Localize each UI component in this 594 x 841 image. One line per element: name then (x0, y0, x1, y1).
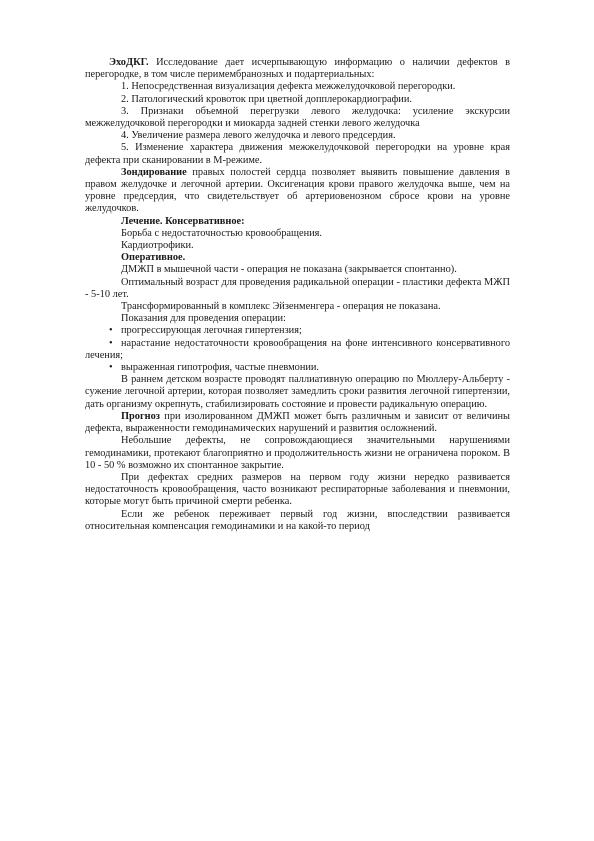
bullet-mark: • (109, 337, 113, 349)
echo-item-3: 3. Признаки объемной перегрузки левого желудочка: усиление экскурсии межжелудочковой перегородки и миокарда задней стенки левого желудочка (85, 105, 510, 130)
prognosis-text: при изолированном ДМЖП может быть различным и зависит от величины дефекта, выраженности гемодинамических нарушений и развития осложнений. (85, 410, 510, 435)
prognosis-small-defects: Небольшие дефекты, не сопровождающиеся значительными нарушениями гемодинамики, протекают благоприятно и продолжительность жизни не ограничена пороком. В 10 - 50 % возможно их спонтанное закрытие. (85, 435, 510, 471)
bullet-mark: • (109, 325, 113, 337)
indication-item-2: • нарастание недостаточности кровообращения на фоне интенсивного консервативного лечения; (85, 337, 510, 361)
conservative-item-2: Кардиотрофики. (121, 240, 194, 252)
probe-term: Зондирование (121, 166, 187, 178)
indication-item-3: • выраженная гипотрофия, частые пневмонии. (109, 362, 320, 374)
echo-item-2: 2. Патологический кровоток при цветной допплерокардиографии. (121, 93, 412, 105)
palliative-paragraph: В раннем детском возрасте проводят паллиативную операцию по Мюллеру-Альберту - сужение легочной артерии, которая позволяет замедлить сроки развития легочной гипертензии, дать организму окрепнуть, стабилизировать состояние и провести радикальную операцию. (85, 374, 510, 410)
prognosis-medium-defects: При дефектах средних размеров на первом году жизни нередко развивается недостаточность кровообращения, часто возникают респираторные заболевания и пневмонии, которые могут быть причиной смерти ребенка. (85, 471, 510, 508)
conservative-item-1: Борьба с недостаточностью кровообращения. (121, 227, 322, 239)
bullet-mark: • (109, 362, 113, 374)
operative-heading: Оперативное. (121, 252, 186, 264)
echo-item-1: 1. Непосредственная визуализация дефекта межжелудочковой перегородки. (121, 81, 456, 93)
echo-item-5: 5. Изменение характера движения межжелудочковой перегородки на уровне края дефекта при сканировании в М-режиме. (85, 142, 510, 166)
echo-paragraph (85, 57, 510, 81)
document-page (85, 57, 510, 533)
prognosis-term: Прогноз (121, 410, 160, 422)
treatment-heading: Лечение. Консервативное: (121, 215, 245, 227)
probe-text: правых полостей сердца позволяет выявить повышение давления в правом желудочке и легочной артерии. Оксигенация крови правого желудочка выше, чем на уровне предсердия, что свидетельствует об артериовенозном сбросе крови на уровне желудочков. (85, 166, 510, 215)
indications-heading: Показания для проведения операции: (121, 313, 286, 325)
operative-item-2: Оптимальный возраст для проведения радикальной операции - пластики дефекта МЖП - 5-10 лет. (85, 276, 510, 300)
echo-term: ЭхоДКГ. (109, 57, 149, 68)
indication-item-1: • прогрессирующая легочная гипертензия; (109, 325, 302, 337)
operative-item-1: ДМЖП в мышечной части - операция не показана (закрывается спонтанно). (121, 264, 457, 276)
operative-item-3: Трансформированный в комплекс Эйзенменгера - операция не показана. (121, 301, 441, 313)
echo-text: Исследование дает исчерпывающую информацию о наличии дефектов в перегородке, в том числе перимембранозных и подартериальных: (85, 57, 510, 81)
echo-item-4: 4. Увеличение размера левого желудочка и левого предсердия. (121, 130, 396, 142)
probe-paragraph (85, 167, 510, 216)
prognosis-paragraph (85, 411, 510, 435)
prognosis-first-year: Если же ребенок переживает первый год жизни, впоследствии развивается относительная компенсация гемодинамики и на какой-то период (85, 508, 510, 532)
